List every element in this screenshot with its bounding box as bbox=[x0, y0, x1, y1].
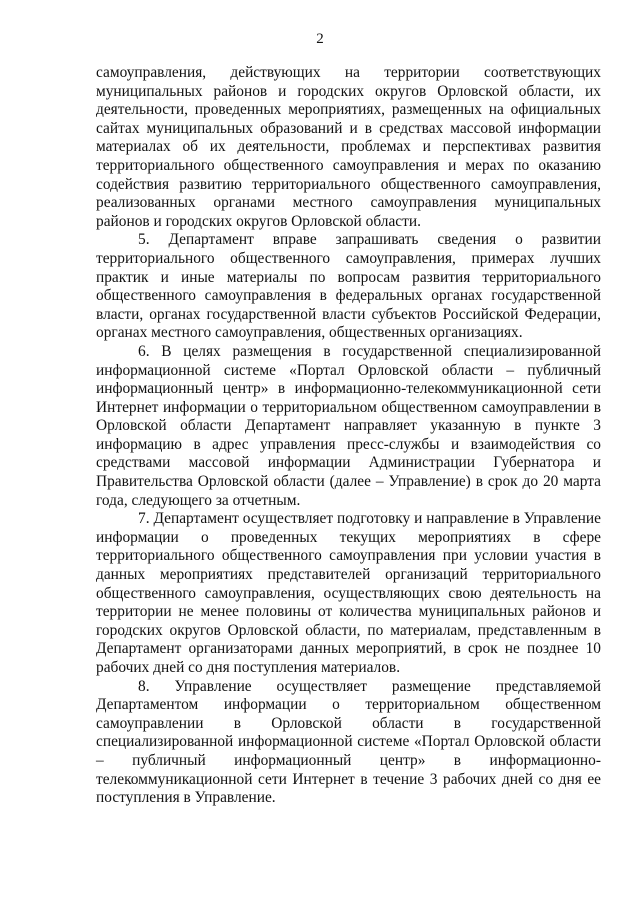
paragraph-continuation: самоуправления, действующих на территории соответствующих муниципальных районов и городских округов Орловской области, их деятельности, проведенных мероприятиях, размещенных на официальных сайтах муниципальных образований и в средствах массовой информации материалах об их деятельности, проблемах и перспективах развития территориального общественного самоуправления и мерах по оказанию содействия развитию территориального общественного самоуправления, реализованных органами местного самоуправления муниципальных районов и городских округов Орловской области. bbox=[96, 64, 601, 230]
page-number: 2 bbox=[316, 31, 324, 47]
paragraph-item-7: 7. Департамент осуществляет подготовку и направление в Управление информации о проведенных текущих мероприятиях в сфере территориального общественного самоуправления при условии участия в данных мероприятиях представителей организаций территориального общественного самоуправления, осуществляющих свою деятельность на территории не менее половины от количества муниципальных районов и городских округов Орловской области, по материалам, представленным в Департамент организаторами данных мероприятий, в срок не позднее 10 рабочих дней со дня поступления материалов. bbox=[96, 510, 601, 676]
paragraph-item-8: 8. Управление осуществляет размещение представляемой Департаментом информации о территориальном общественном самоуправлении в Орловской области в государственной специализированной информационной системе «Портал Орловской области – публичный информационный центр» в информационно-телекоммуникационной сети Интернет в течение 3 рабочих дней со дня ее поступления в Управление. bbox=[96, 677, 601, 807]
paragraph-item-5: 5. Департамент вправе запрашивать сведения о развитии территориального общественного самоуправления, примерах лучших практик и иные материалы по вопросам развития территориального общественного самоуправления в федеральных органах государственной власти, органах государственной власти субъектов Российской Федерации, органах местного самоуправления, общественных организациях. bbox=[96, 231, 601, 342]
paragraph-item-6: 6. В целях размещения в государственной специализированной информационной системе «Портал Орловской области – публичный информационный центр» в информационно-телекоммуникационной сети Интернет информации о территориальном общественном самоуправлении в Орловской области Департамент направляет указанную в пункте 3 информацию в адрес управления пресс-службы и взаимодействия со средствами массовой информации Администрации Губернатора и Правительства Орловской области (далее – Управление) в срок до 20 марта года, следующего за отчетным. bbox=[96, 342, 601, 509]
document-body bbox=[96, 64, 601, 808]
